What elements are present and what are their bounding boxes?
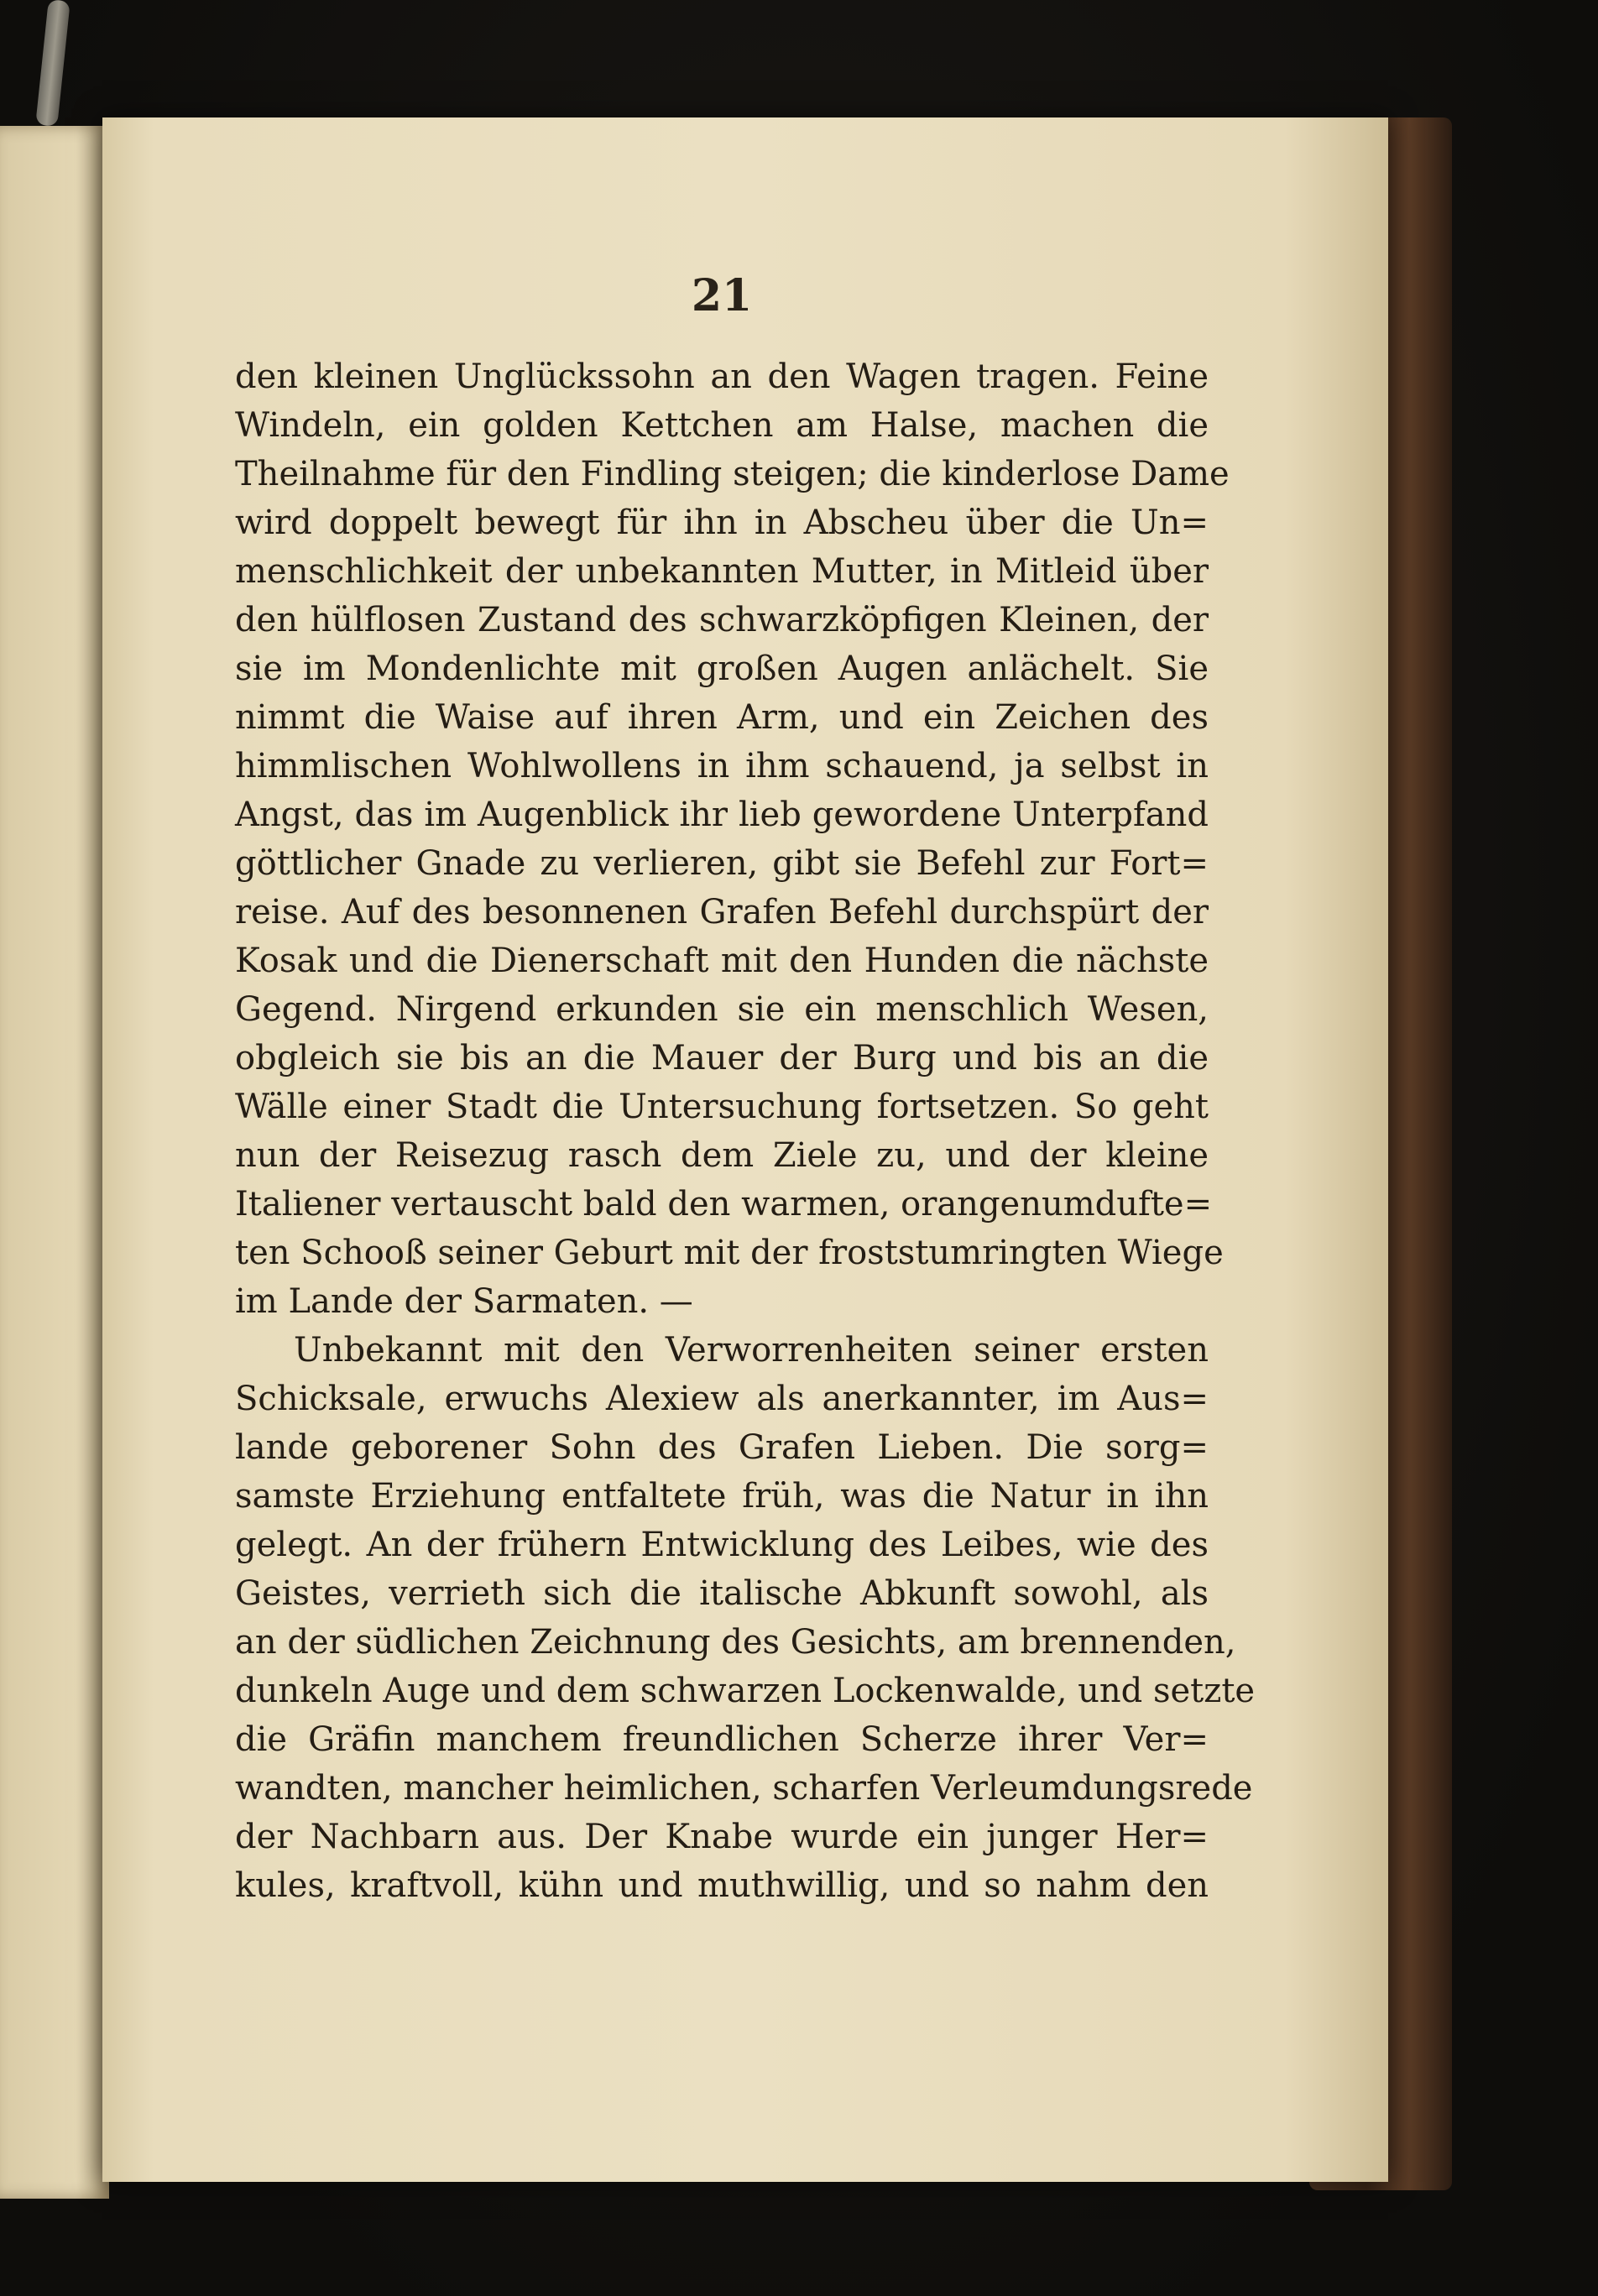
text-line: Gegend. Nirgend erkunden sie ein menschlich Wesen,	[235, 990, 1209, 1029]
text-line: nimmt die Waise auf ihren Arm, und ein Zeichen des	[235, 698, 1209, 737]
text-line: Angst, das im Augenblick ihr lieb gewordene Unterpfand	[235, 796, 1209, 834]
text-line: nun der Reisezug rasch dem Ziele zu, und der kleine	[235, 1136, 1209, 1175]
text-line: wandten, mancher heimlichen, scharfen Verleumdungsrede	[235, 1769, 1253, 1808]
text-line: Geistes, verrieth sich die italische Abkunft sowohl, als	[235, 1574, 1209, 1613]
text-line: ten Schooß seiner Geburt mit der froststumringten Wiege	[235, 1234, 1224, 1272]
text-line: wird doppelt bewegt für ihn in Abscheu über die Un=	[235, 504, 1209, 542]
text-line: himmlischen Wohlwollens in ihm schauend, ja selbst in	[235, 747, 1209, 785]
text-line: Kosak und die Dienerschaft mit den Hunden die nächste	[235, 942, 1209, 980]
page-number: 21	[691, 270, 753, 321]
text-line: Schicksale, erwuchs Alexiew als anerkannter, im Aus=	[235, 1380, 1209, 1418]
text-line: Italiener vertauscht bald den warmen, orangenumdufte=	[235, 1185, 1213, 1224]
text-line: lande geborener Sohn des Grafen Lieben. Die sorg=	[235, 1428, 1209, 1467]
text-line: kules, kraftvoll, kühn und muthwillig, und so nahm den	[235, 1866, 1209, 1905]
text-line: den hülflosen Zustand des schwarzköpfigen Kleinen, der	[235, 601, 1209, 639]
text-line: Windeln, ein golden Kettchen am Halse, machen die	[235, 406, 1209, 445]
body-text	[235, 352, 1256, 1910]
text-line: an der südlichen Zeichnung des Gesichts, am brennenden,	[235, 1623, 1236, 1662]
text-line: reise. Auf des besonnenen Grafen Befehl durchspürt der	[235, 893, 1209, 931]
text-line: menschlichkeit der unbekannten Mutter, in Mitleid über	[235, 552, 1209, 591]
text-line: im Lande der Sarmaten. —	[235, 1282, 693, 1321]
text-line: obgleich sie bis an die Mauer der Burg und bis an die	[235, 1039, 1209, 1078]
text-line: göttlicher Gnade zu verlieren, gibt sie Befehl zur Fort=	[235, 844, 1209, 883]
text-line: Unbekannt mit den Verworrenheiten seiner ersten	[294, 1331, 1209, 1370]
text-line: samste Erziehung entfaltete früh, was die Natur in ihn	[235, 1477, 1209, 1516]
text-line: Wälle einer Stadt die Untersuchung fortsetzen. So geht	[235, 1088, 1209, 1126]
text-line: Theilnahme für den Findling steigen; die kinderlose Dame	[235, 455, 1230, 493]
text-line: gelegt. An der frühern Entwicklung des Leibes, wie des	[235, 1526, 1209, 1564]
text-line: dunkeln Auge und dem schwarzen Lockenwalde, und setzte	[235, 1672, 1256, 1710]
text-line: den kleinen Unglückssohn an den Wagen tragen. Feine	[235, 357, 1209, 396]
text-line: die Gräfin manchem freundlichen Scherze ihrer Ver=	[235, 1720, 1209, 1759]
text-line: sie im Mondenlichte mit großen Augen anlächelt. Sie	[235, 650, 1209, 688]
text-line: der Nachbarn aus. Der Knabe wurde ein junger Her=	[235, 1818, 1209, 1856]
facing-page-edge	[0, 126, 109, 2199]
